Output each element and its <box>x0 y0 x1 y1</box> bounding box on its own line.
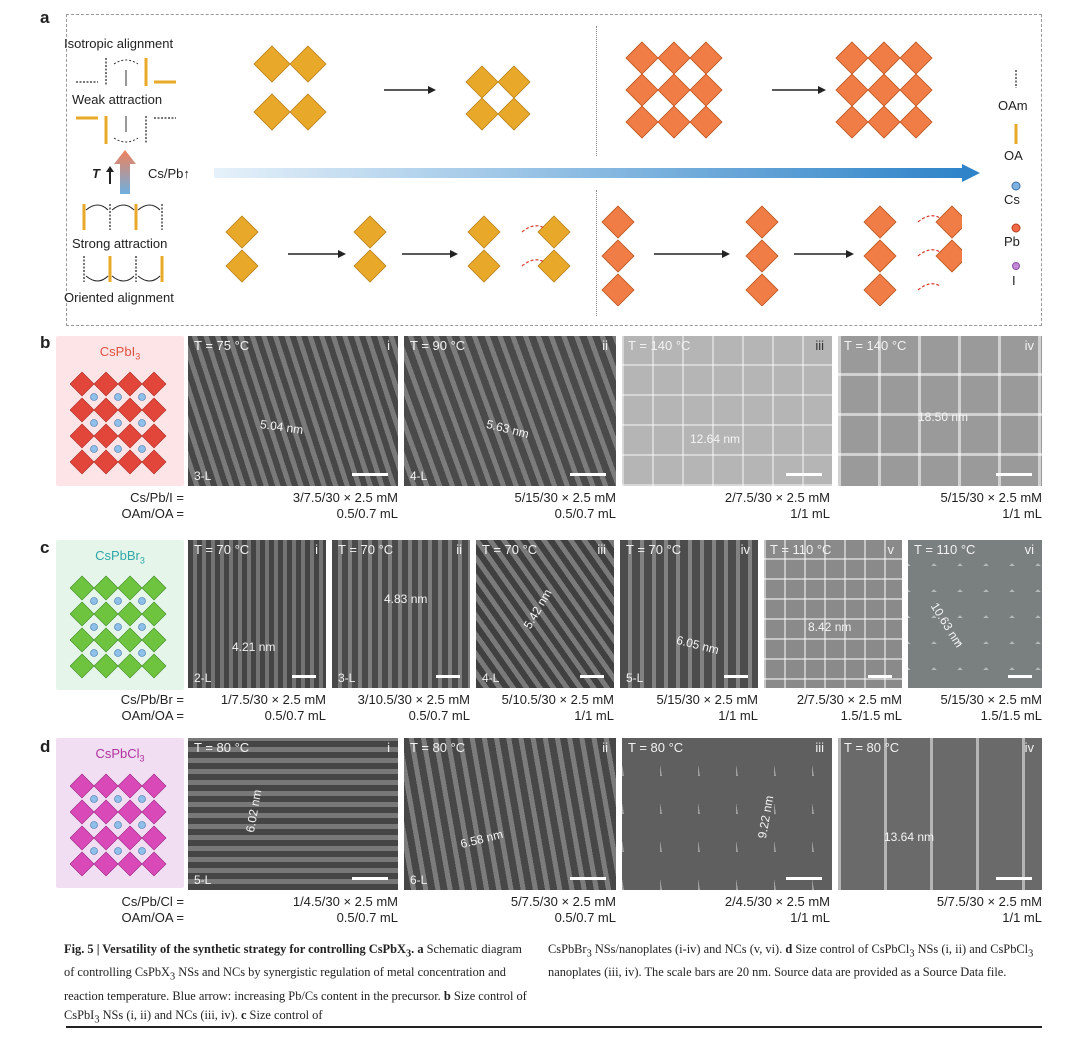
panel-index: iv <box>1024 338 1034 353</box>
cspbi3-name: CsPbI$_3$ <box>99 344 141 362</box>
cspbbr3-structure <box>56 540 184 690</box>
size-measurement: 10.63 nm <box>927 600 967 650</box>
tem-image-c-i <box>188 540 326 688</box>
legend-i: I <box>1012 273 1016 288</box>
conditions-b-iv: 5/15/30 × 2.5 mM 1/1 mL <box>940 490 1042 521</box>
panel-index: i <box>387 740 390 755</box>
temp-label: T = 140 °C <box>628 338 691 353</box>
thickness-measurement: 6.02 nm <box>243 788 265 834</box>
conditions-c-iv: 5/15/30 × 2.5 mM 1/1 mL <box>656 692 758 723</box>
figure-title: Fig. 5 | Versatility of the synthetic strategy for controlling CsPbX$_3$. <box>64 942 415 960</box>
thickness-measurement: 13.64 nm <box>884 830 935 844</box>
cspbcl3-structure <box>56 738 184 888</box>
conditions-d-i: 1/4.5/30 × 2.5 mM 0.5/0.7 mL <box>292 894 398 925</box>
temp-label: T = 70 °C <box>626 542 682 557</box>
tem-image-b-i <box>188 336 398 486</box>
scale-bar <box>580 675 604 678</box>
layer-count: 5-L <box>626 671 644 685</box>
tem-image-c-iii <box>476 540 614 688</box>
panel-label-d: d <box>40 737 51 756</box>
increasing-pb-cs-blue-arrow-icon <box>214 164 980 182</box>
layer-count: 3-L <box>194 469 212 483</box>
scale-bar <box>868 675 892 678</box>
tem-image-b-ii <box>404 336 616 486</box>
scale-bar <box>786 473 822 476</box>
temp-label: T = 80 °C <box>844 740 900 755</box>
tem-image-d-iv <box>838 738 1042 890</box>
conditions-b-i: 3/7.5/30 × 2.5 mM 0.5/0.7 mL <box>292 490 398 521</box>
tem-image-d-iii <box>622 738 832 890</box>
layer-count: 4-L <box>482 671 500 685</box>
legend-oam: OAm <box>998 98 1028 113</box>
cs-pb-br-label: Cs/Pb/Br = <box>120 692 184 707</box>
temp-label: T = 80 °C <box>194 740 250 755</box>
conditions-b-ii: 5/15/30 × 2.5 mM 0.5/0.7 mL <box>514 490 616 521</box>
legend-cs: Cs <box>1004 192 1020 207</box>
size-measurement: 12.64 nm <box>690 432 741 446</box>
isotropic-alignment-label: Isotropic alignment <box>64 36 174 51</box>
figure-caption-right: CsPbBr$_3$ NSs/nanoplates (i-iv) and NCs (v, vi). d Size control of CsPbCl$_3$ NSs (i, ii) and CsPbCl$_3$ nanoplates (iii, iv). The scale bars are 20 nm. Source data are provided as a Source Data file. <box>548 942 1034 980</box>
temperature-gradient-arrow-icon <box>114 150 136 194</box>
panel-index: iii <box>597 542 606 557</box>
scale-bar <box>996 877 1032 880</box>
scale-bar <box>436 675 460 678</box>
cs-pb-ratio-label: Cs/Pb↑ <box>148 166 190 181</box>
oam-oa-label-b: OAm/OA = <box>121 506 184 521</box>
legend-pb: Pb <box>1004 234 1020 249</box>
oriented-assembly-schematic <box>222 196 962 306</box>
scale-bar <box>1008 675 1032 678</box>
cspbi3-structure <box>56 336 184 486</box>
figure-caption-left: Fig. 5 | Versatility of the synthetic strategy for controlling CsPbX$_3$. a Schematic diagram of controlling CsPbX$_3$ NSs and NCs by synergistic regulation of metal concentration and reaction temperature. Blue arrow: increasing Pb/Cs content in the precursor. b Size control of CsPbI$_3$ NSs (i, ii) and NCs (iii, iv). c Size control of <box>64 942 527 1026</box>
tem-image-b-iii <box>622 336 832 486</box>
temp-label: T = 70 °C <box>482 542 538 557</box>
temp-label: T = 110 °C <box>770 542 832 557</box>
panel-index: ii <box>456 542 462 557</box>
thickness-measurement: 6.58 nm <box>458 826 505 852</box>
tem-image-b-iv <box>838 336 1042 486</box>
weak-attraction-ligands-bottom-icon <box>76 112 176 146</box>
panel-index: i <box>315 542 318 557</box>
cspbi3-lattice-icon <box>70 370 170 478</box>
layer-count: 2-L <box>194 671 212 685</box>
panel-label-a: a <box>40 8 50 27</box>
tem-image-d-ii <box>404 738 616 890</box>
thickness-measurement: 4.83 nm <box>384 592 428 606</box>
panel-index: iv <box>1024 740 1034 755</box>
temp-label: T = 110 °C <box>914 542 976 557</box>
thickness-measurement: 4.21 nm <box>232 640 276 654</box>
thickness-measurement: 5.63 nm <box>484 416 531 442</box>
tem-image-c-ii <box>332 540 470 688</box>
weak-attraction-ligands-icon <box>76 56 176 90</box>
thickness-measurement: 6.05 nm <box>674 632 721 658</box>
panel-index: ii <box>602 740 608 755</box>
panel-index: iii <box>815 740 824 755</box>
temp-label: T = 75 °C <box>194 338 250 353</box>
size-measurement: 18.50 nm <box>918 410 969 424</box>
thickness-measurement: 9.22 nm <box>755 794 777 840</box>
scale-bar <box>786 877 822 880</box>
cspbcl3-lattice-icon <box>70 772 170 880</box>
conditions-c-vi: 5/15/30 × 2.5 mM 1.5/1.5 mL <box>940 692 1042 723</box>
temp-label: T = 140 °C <box>844 338 907 353</box>
size-measurement: 8.42 nm <box>808 620 852 634</box>
cspbcl3-name: CsPbCl$_3$ <box>95 746 145 764</box>
temp-label: T = 90 °C <box>410 338 466 353</box>
tem-image-c-v <box>764 540 902 688</box>
layer-count: 4-L <box>410 469 428 483</box>
panel-label-b: b <box>40 333 51 352</box>
panel-index: v <box>887 542 894 557</box>
scale-bar <box>724 675 748 678</box>
weak-attraction-label: Weak attraction <box>72 92 163 107</box>
scale-bar <box>996 473 1032 476</box>
cs-pb-i-label: Cs/Pb/I = <box>130 490 184 505</box>
temperature-label: T <box>92 166 100 181</box>
conditions-c-i: 1/7.5/30 × 2.5 mM 0.5/0.7 mL <box>220 692 326 723</box>
oriented-alignment-ligands-icon <box>78 256 178 286</box>
scale-bar <box>352 473 388 476</box>
tem-image-c-iv <box>620 540 758 688</box>
tem-image-c-vi <box>908 540 1042 688</box>
panel-index: iii <box>815 338 824 353</box>
layer-count: 6-L <box>410 873 428 887</box>
layer-count: 3-L <box>338 671 356 685</box>
conditions-d-iii: 2/4.5/30 × 2.5 mM 1/1 mL <box>724 894 830 925</box>
bottom-rule <box>66 1026 1042 1028</box>
conditions-c-iii: 5/10.5/30 × 2.5 mM 1/1 mL <box>501 692 614 723</box>
scale-bar <box>292 675 316 678</box>
legend-oa: OA <box>1004 148 1023 163</box>
cspbbr3-lattice-icon <box>70 574 170 682</box>
oriented-alignment-label: Oriented alignment <box>64 290 174 305</box>
conditions-d-ii: 5/7.5/30 × 2.5 mM 0.5/0.7 mL <box>510 894 616 925</box>
isotropic-assembly-schematic <box>232 36 952 156</box>
cspbbr3-name: CsPbBr$_3$ <box>95 548 145 566</box>
thickness-measurement: 5.04 nm <box>259 417 305 437</box>
strong-attraction-ligands-icon <box>78 200 178 234</box>
scale-bar <box>570 877 606 880</box>
panel-label-c: c <box>40 538 50 557</box>
layer-count: 5-L <box>194 873 212 887</box>
oam-oa-label-c: OAm/OA = <box>121 708 184 723</box>
thickness-measurement: 5.42 nm <box>520 586 555 632</box>
temp-label: T = 80 °C <box>628 740 684 755</box>
scale-bar <box>352 877 388 880</box>
temp-label: T = 70 °C <box>338 542 394 557</box>
conditions-c-ii: 3/10.5/30 × 2.5 mM 0.5/0.7 mL <box>357 692 470 723</box>
temp-label: T = 70 °C <box>194 542 250 557</box>
tem-image-d-i <box>188 738 398 890</box>
panel-index: i <box>387 338 390 353</box>
conditions-c-v: 2/7.5/30 × 2.5 mM 1.5/1.5 mL <box>796 692 902 723</box>
scale-bar <box>570 473 606 476</box>
panel-index: ii <box>602 338 608 353</box>
temp-label: T = 80 °C <box>410 740 466 755</box>
conditions-d-iv: 5/7.5/30 × 2.5 mM 1/1 mL <box>936 894 1042 925</box>
cs-pb-cl-label: Cs/Pb/Cl = <box>121 894 184 909</box>
conditions-b-iii: 2/7.5/30 × 2.5 mM 1/1 mL <box>724 490 830 521</box>
panel-index: iv <box>740 542 750 557</box>
oam-oa-label-d: OAm/OA = <box>121 910 184 925</box>
panel-index: vi <box>1024 542 1034 557</box>
strong-attraction-label: Strong attraction <box>72 236 168 251</box>
